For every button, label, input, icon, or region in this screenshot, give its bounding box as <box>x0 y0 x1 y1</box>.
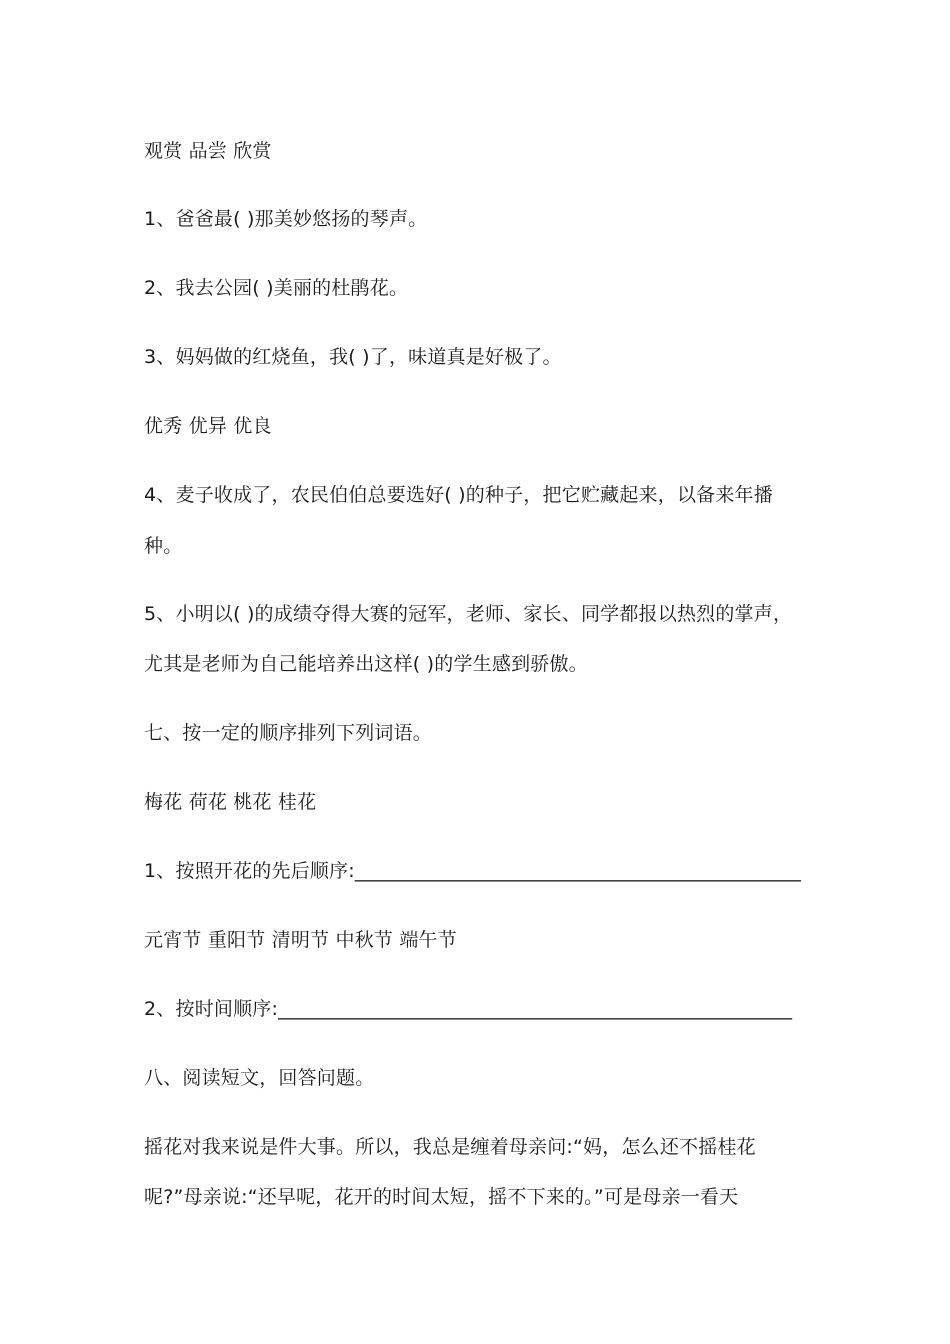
ordering-question-1: 1、按照开花的先后顺序:______________________________________________ <box>144 860 802 882</box>
question-2: 2、我去公园( )美丽的杜鹃花。 <box>144 277 409 299</box>
word-group-2: 优秀 优异 优良 <box>144 415 272 437</box>
word-group-1: 观赏 品尝 欣赏 <box>144 140 272 162</box>
question-5-line-1: 5、小明以( )的成绩夺得大赛的冠军，老师、家长、同学都报以热烈的掌声， <box>144 603 793 625</box>
question-4-line-1: 4、麦子收成了，农民伯伯总要选好( )的种子，把它贮藏起来，以备来年播 <box>144 484 773 506</box>
ordering-question-2: 2、按时间顺序:_____________________________________________________ <box>144 998 793 1020</box>
word-group-3: 梅花 荷花 桃花 桂花 <box>144 791 317 813</box>
section-eight-heading: 八、阅读短文，回答问题。 <box>144 1067 375 1089</box>
passage-line-1: 摇花对我来说是件大事。所以，我总是缠着母亲问:“妈，怎么还不摇桂花 <box>144 1136 756 1158</box>
question-5-line-2: 尤其是老师为自己能培养出这样( )的学生感到骄傲。 <box>144 653 588 675</box>
question-4-line-2: 种。 <box>144 535 183 557</box>
word-group-4: 元宵节 重阳节 清明节 中秋节 端午节 <box>144 929 457 951</box>
section-seven-heading: 七、按一定的顺序排列下列词语。 <box>144 722 433 744</box>
question-1: 1、爸爸最( )那美妙悠扬的琴声。 <box>144 208 428 230</box>
passage-line-2: 呢?”母亲说:“还早呢，花开的时间太短，摇不下来的。”可是母亲一看天 <box>144 1186 739 1208</box>
question-3: 3、妈妈做的红烧鱼，我( )了，味道真是好极了。 <box>144 346 562 368</box>
